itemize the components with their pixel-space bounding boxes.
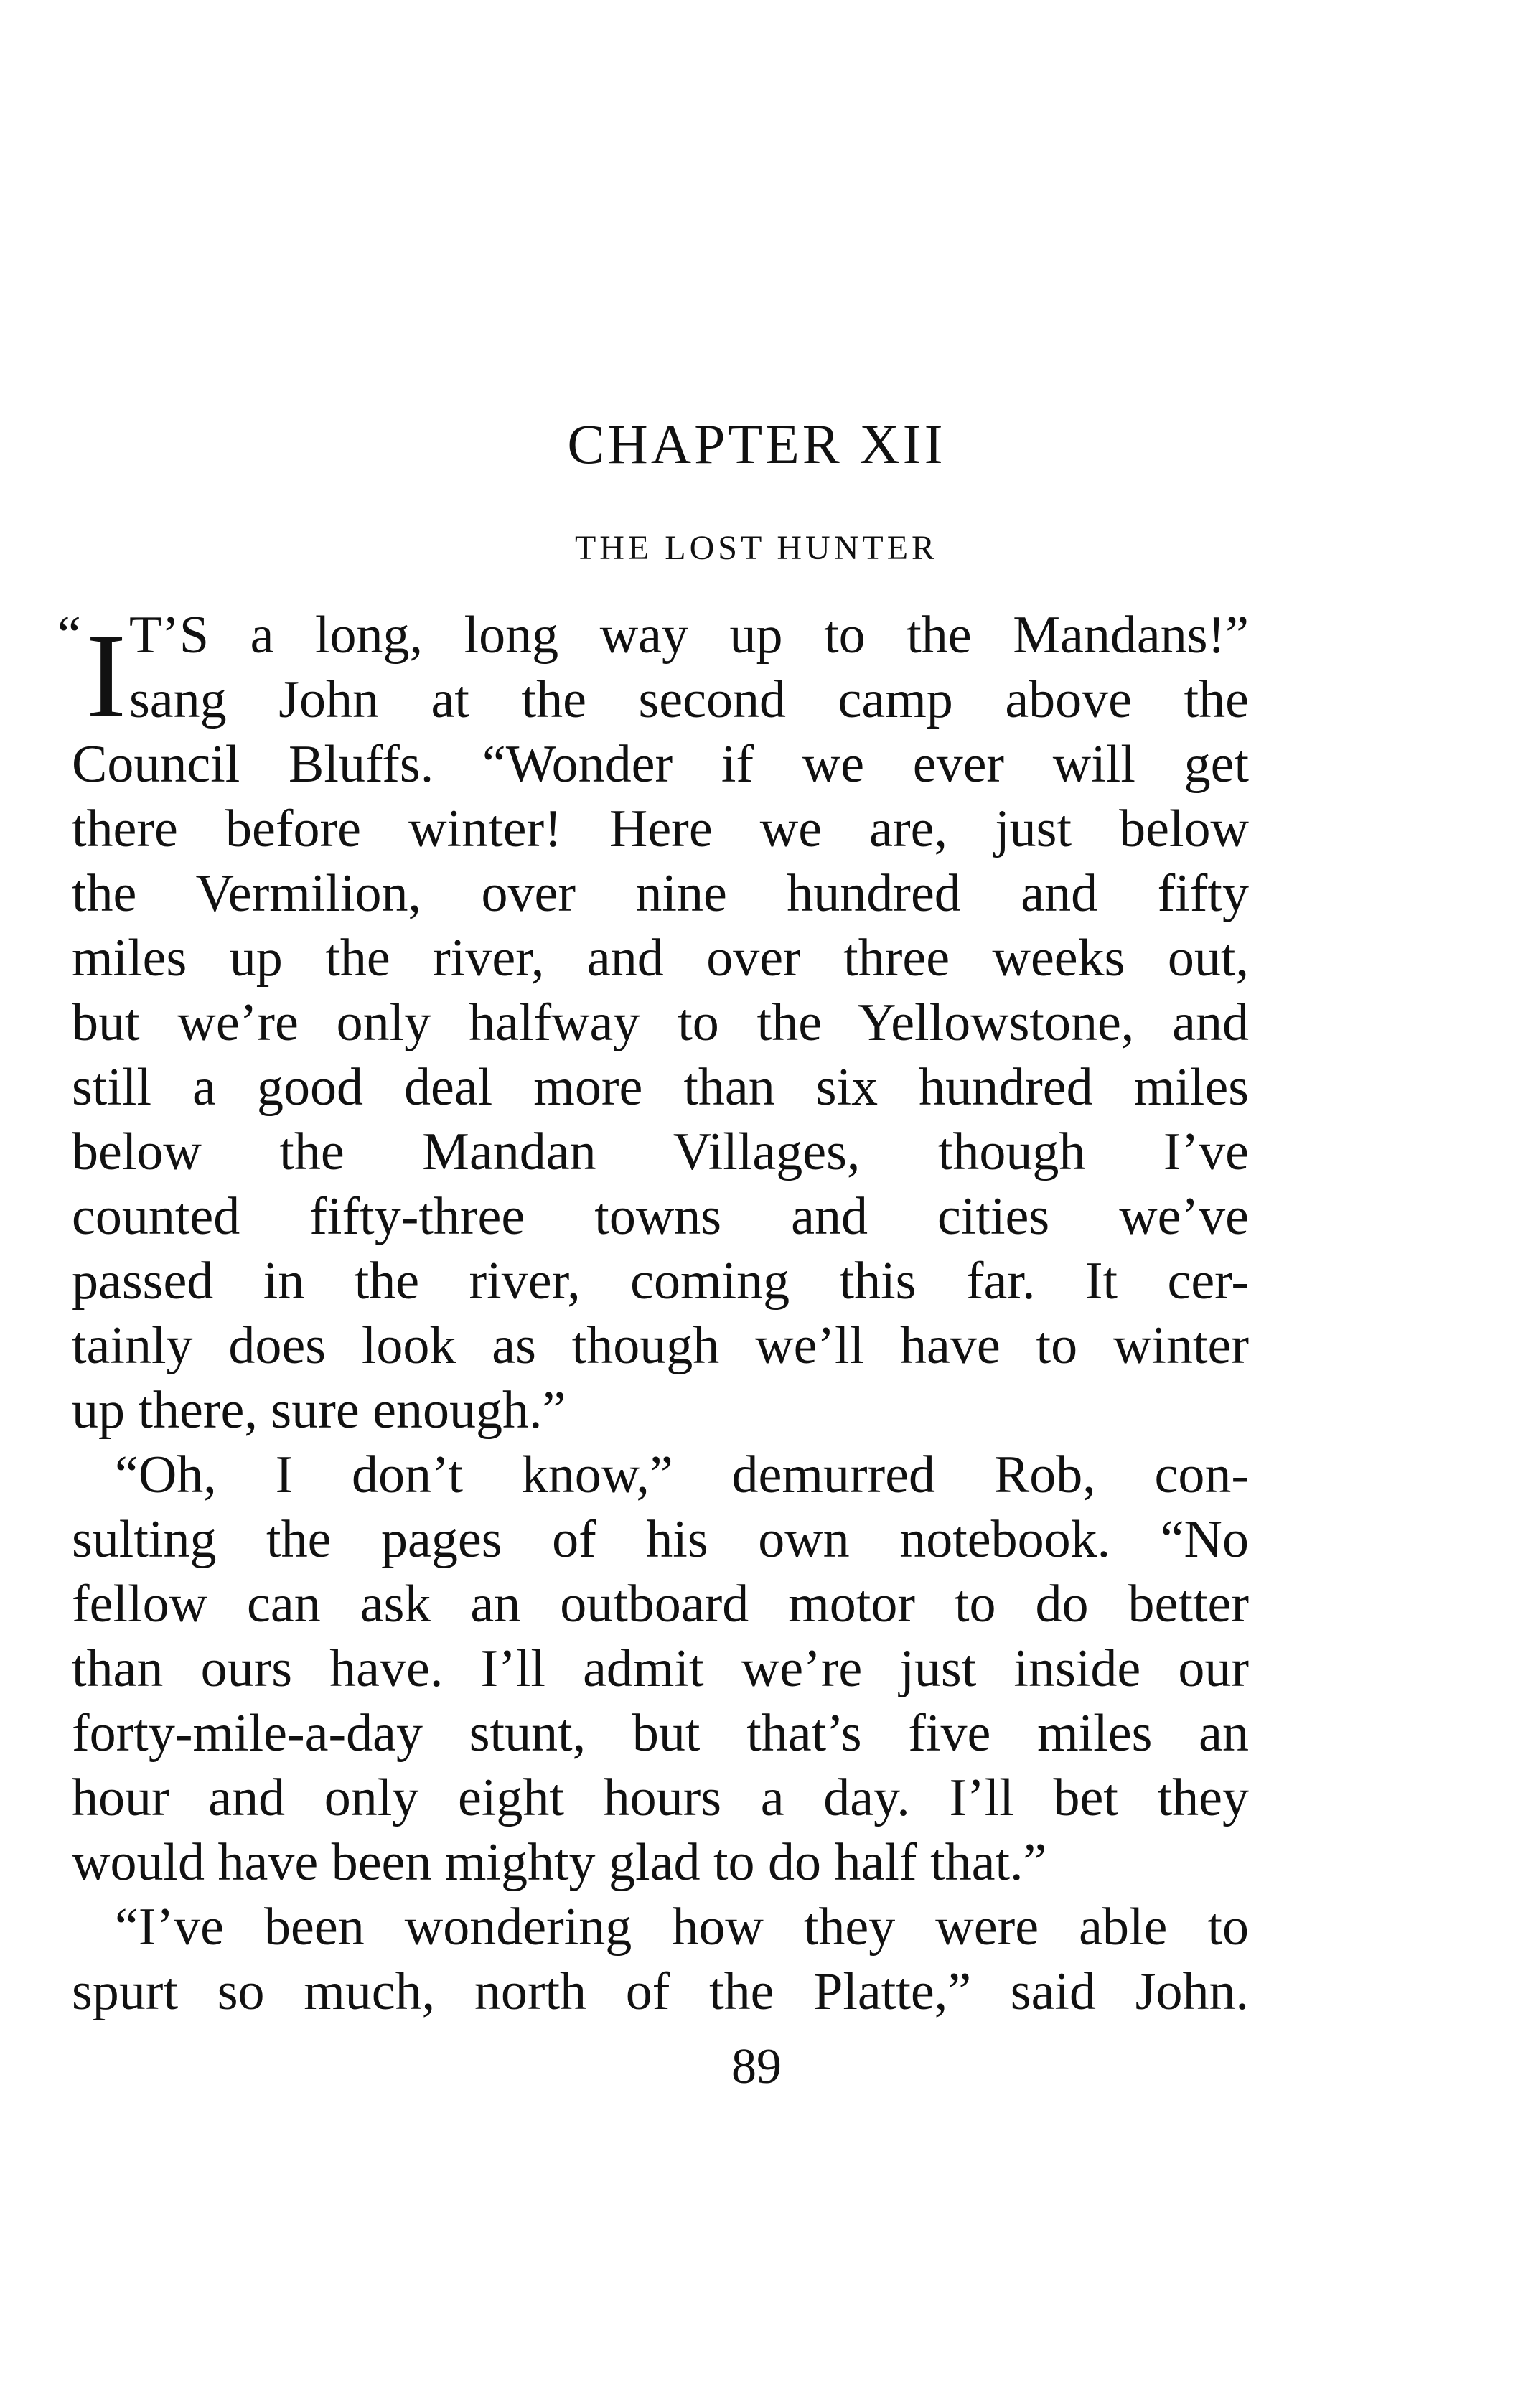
text-line: there before winter! Here we are, just below <box>72 800 1249 858</box>
text-line: below the Mandan Villages, though I’ve <box>72 1123 1249 1181</box>
text-line: the Vermilion, over nine hundred and fifty <box>72 864 1249 923</box>
text-line: up there, sure enough.” <box>72 1381 566 1440</box>
text-line: counted fifty-three towns and cities we’ve <box>72 1187 1249 1246</box>
text-line: T’S a long, long way up to the Mandans!” <box>129 606 1249 665</box>
text-line: “Oh, I don’t know,” demurred Rob, con- <box>115 1446 1249 1504</box>
text-line: sang John at the second camp above the <box>129 670 1249 729</box>
text-line: fellow can ask an outboard motor to do better <box>72 1575 1249 1634</box>
text-line: but we’re only halfway to the Yellowstone, and <box>72 993 1249 1052</box>
text-line: spurt so much, north of the Platte,” said John. <box>72 1962 1249 2021</box>
text-line: would have been mighty glad to do half that.” <box>72 1833 1047 1892</box>
text-line: “I’ve been wondering how they were able to <box>115 1898 1249 1957</box>
text-line: hour and only eight hours a day. I’ll bet they <box>72 1768 1249 1827</box>
drop-cap: I <box>86 609 126 743</box>
opening-quote: “ <box>57 606 81 665</box>
text-line: tainly does look as though we’ll have to winter <box>72 1316 1249 1375</box>
text-line: passed in the river, coming this far. It cer- <box>72 1252 1249 1311</box>
text-line: miles up the river, and over three weeks out, <box>72 929 1249 988</box>
text-line: sulting the pages of his own notebook. “No <box>72 1510 1249 1569</box>
text-line: Council Bluffs. “Wonder if we ever will get <box>72 735 1249 794</box>
chapter-title: THE LOST HUNTER <box>574 529 939 567</box>
chapter-heading: CHAPTER XII <box>567 413 946 475</box>
text-line: still a good deal more than six hundred miles <box>72 1058 1249 1117</box>
body-text <box>57 603 1249 2024</box>
page-number: 89 <box>731 2039 782 2094</box>
text-line: forty-mile-a-day stunt, but that’s five miles an <box>72 1704 1249 1763</box>
text-line: than ours have. I’ll admit we’re just inside our <box>72 1639 1249 1698</box>
